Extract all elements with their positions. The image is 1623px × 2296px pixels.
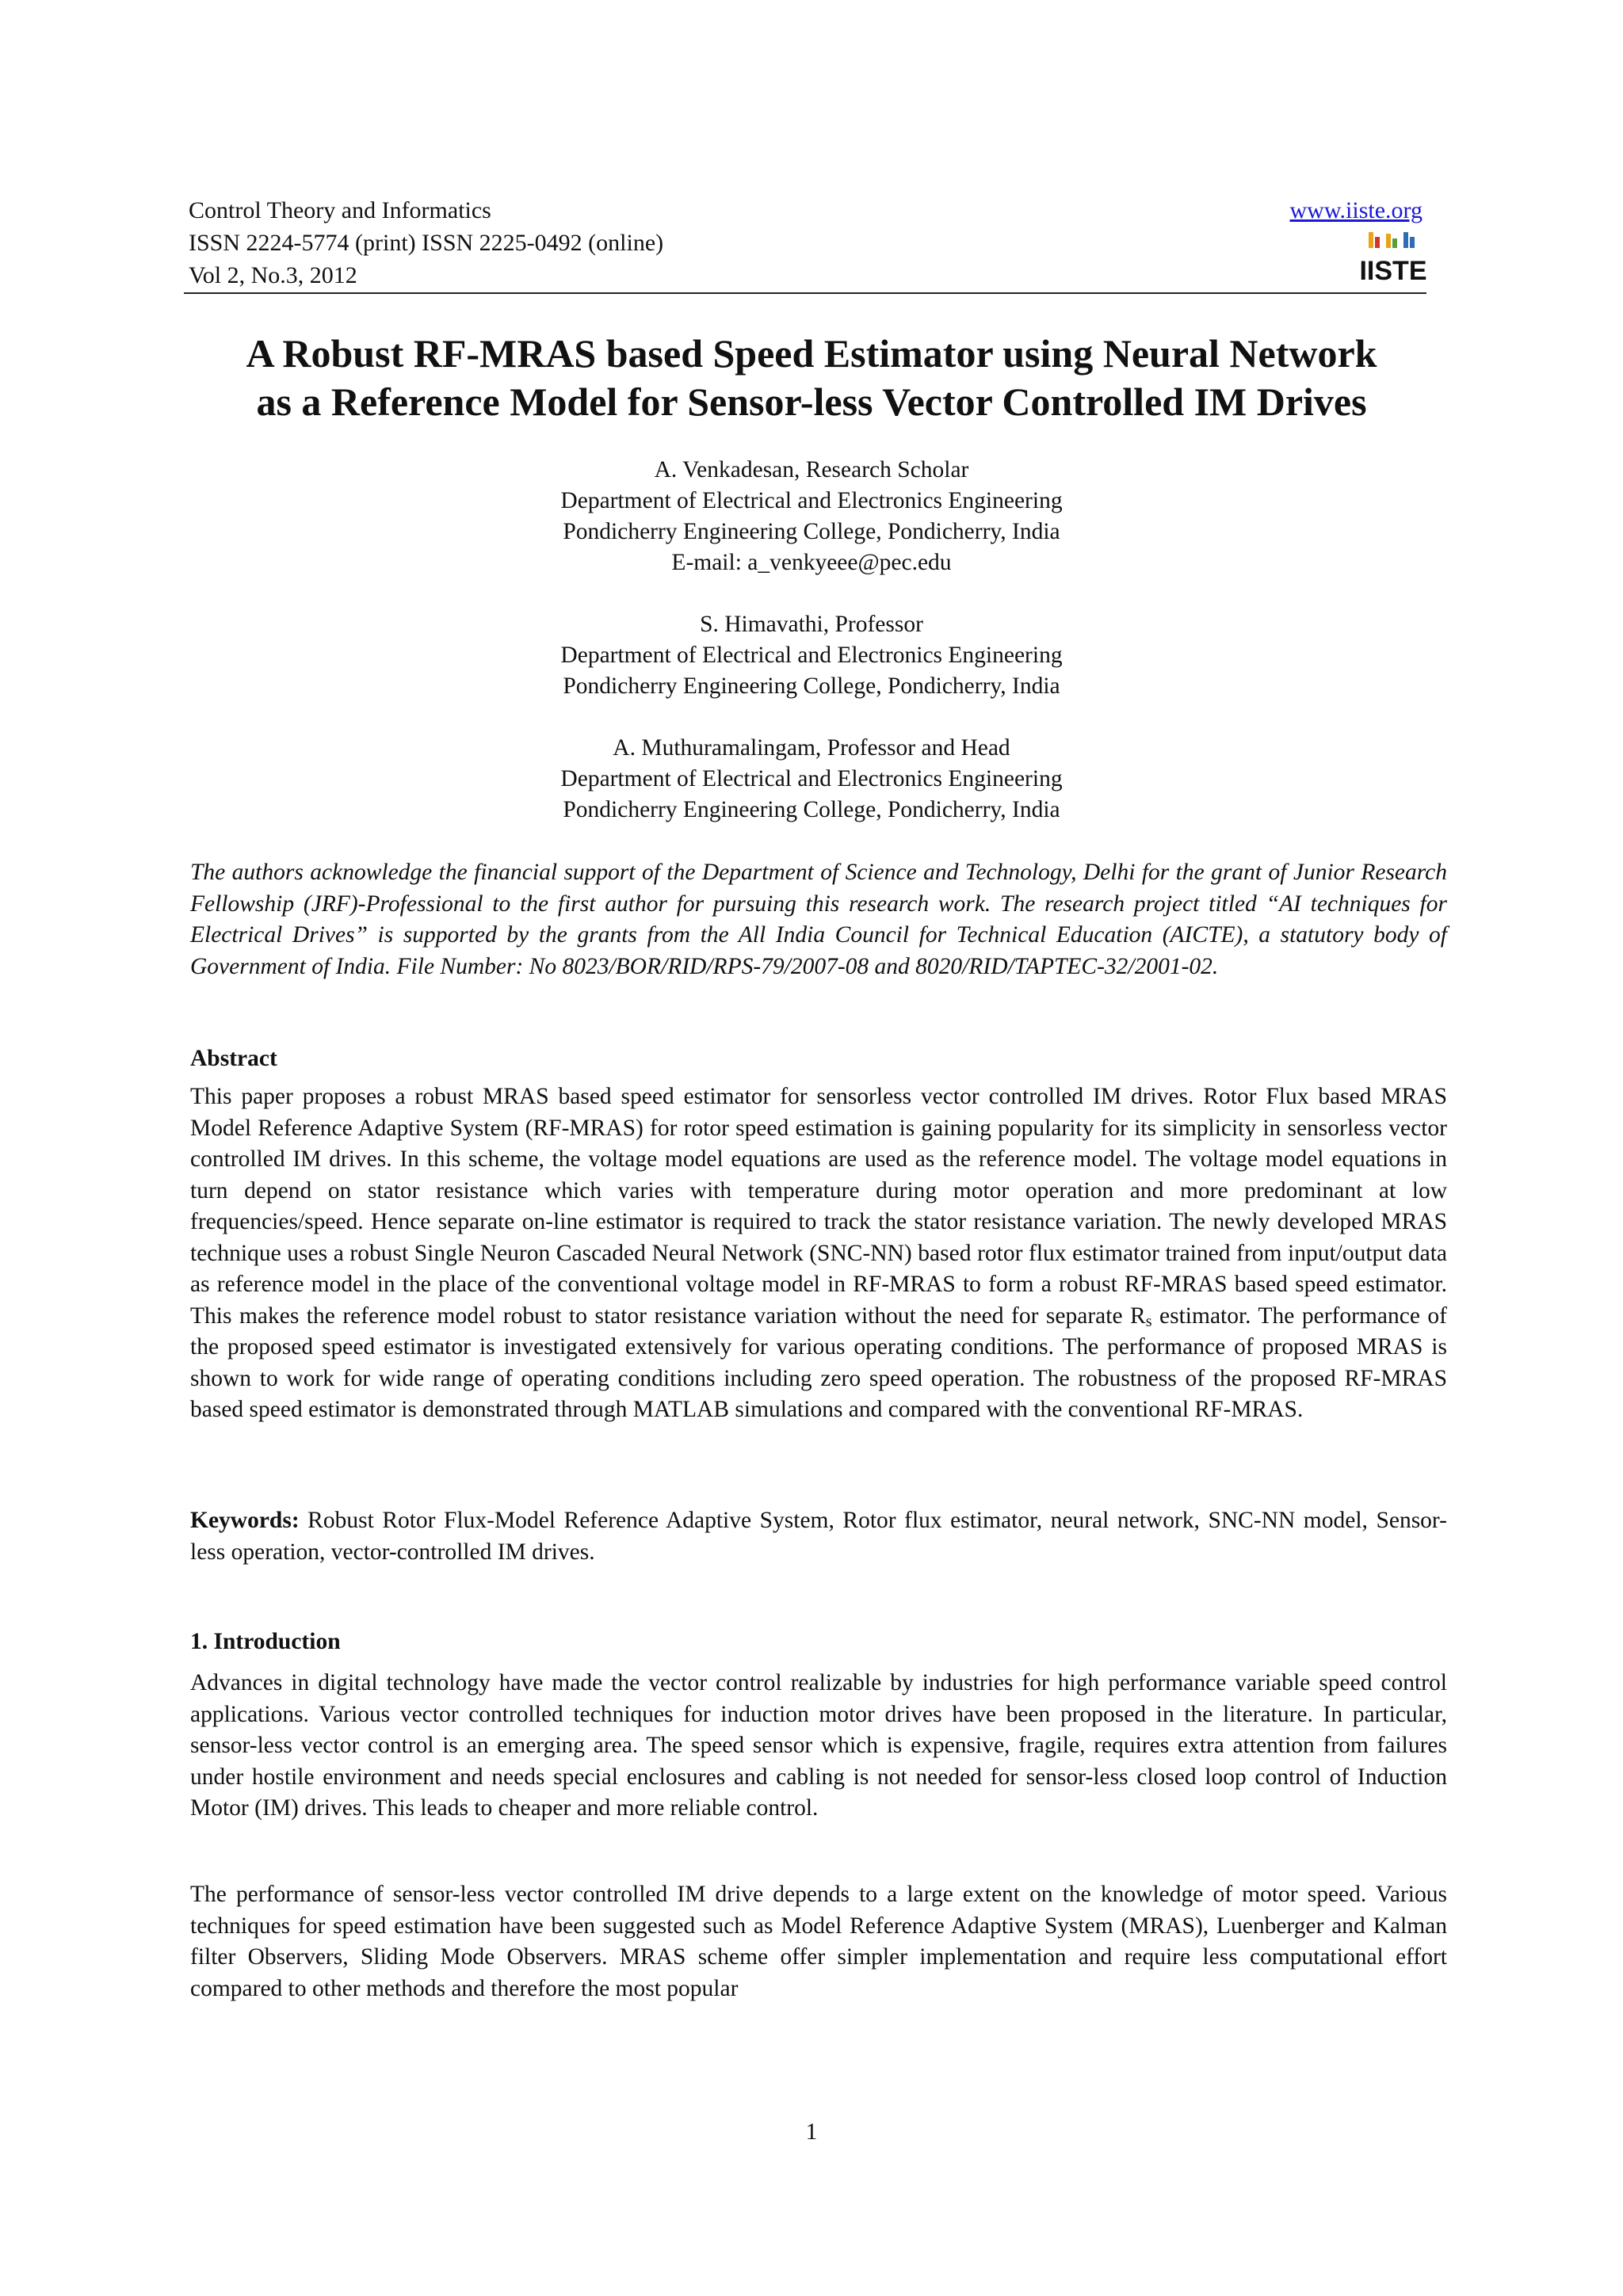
author-name: S. Himavathi, Professor <box>700 612 923 637</box>
keywords <box>190 1505 1447 1568</box>
introduction-paragraph-2: The performance of sensor-less vector controlled IM drive depends to a large extent on the knowledge of motor speed. Various techniques for speed estimation have been suggested such as Model Reference Adaptive System (MRAS), Luenberger and Kalman filter Observers, Sliding Mode Observers. MRAS scheme offer simpler implementation and require less computational effort compared to other methods and therefore the most popular <box>190 1882 1447 2001</box>
title-line-1: A Robust RF-MRAS based Speed Estimator using Neural Network <box>246 331 1377 376</box>
keywords-text: Robust Rotor Flux-Model Reference Adaptive System, Rotor flux estimator, neural network, SNC-NN model, Sensor-less operation, vector-controlled IM drives. <box>190 1508 1447 1565</box>
author-institution: Pondicherry Engineering College, Pondicherry, India <box>563 519 1060 544</box>
header-divider <box>184 292 1426 294</box>
journal-name: Control Theory and Informatics <box>189 197 491 223</box>
abstract-text-part-1: This paper proposes a robust MRAS based speed estimator for sensorless vector controlled IM drives. Rotor Flux based MRAS Model Reference Adaptive System (RF-MRAS) for rotor speed estimation is gaining popularity for its simplicity in sensorless vector controlled IM drives. In this scheme, the voltage model equations are used as the reference model. The voltage model equations in turn depend on stator resistance which varies with temperature during motor operation and more predominant at low frequencies/speed. Hence separate on-line estimator is required to track the stator resistance variation. The newly developed MRAS technique uses a robust Single Neuron Cascaded Neural Network (SNC-NN) based rotor flux estimator trained from input/output data as reference model in the place of the conventional voltage model in RF-MRAS to form a robust RF-MRAS based speed estimator. This makes the reference model robust to stator resistance variation without the need for separate R <box>190 1084 1447 1329</box>
author-department: Department of Electrical and Electronics Engineering <box>560 766 1063 791</box>
abstract-text <box>190 1081 1447 1426</box>
journal-url-link[interactable]: www.iiste.org <box>1289 197 1423 223</box>
introduction-heading: 1. Introduction <box>190 1629 341 1654</box>
svg-text:IISTE: IISTE <box>1359 256 1427 286</box>
author-department: Department of Electrical and Electronics Engineering <box>560 488 1063 513</box>
author-institution: Pondicherry Engineering College, Pondicherry, India <box>563 673 1060 699</box>
author-institution: Pondicherry Engineering College, Pondicherry, India <box>563 797 1060 822</box>
abstract-heading: Abstract <box>190 1046 277 1071</box>
introduction-paragraph-1: Advances in digital technology have made the vector control realizable by industries for high performance variable speed control applications. Various vector controlled techniques for induction motor drives have been proposed in the literature. In particular, sensor-less vector control is an emerging area. The speed sensor which is expensive, fragile, requires extra attention from failures under hostile environment and needs special enclosures and cabling is not needed for sensor-less closed loop control of Induction Motor (IM) drives. This leads to cheaper and more reliable control. <box>190 1670 1447 1821</box>
author-list <box>238 455 1385 856</box>
iiste-logo <box>1359 231 1427 286</box>
page-number: 1 <box>805 2119 818 2145</box>
abstract-subscript: s <box>1145 1312 1152 1330</box>
journal-info <box>189 194 663 292</box>
paper-title <box>119 330 1504 426</box>
author-department: Department of Electrical and Electronics Engineering <box>560 643 1063 668</box>
journal-volume: Vol 2, No.3, 2012 <box>189 262 357 288</box>
journal-header <box>189 194 1427 289</box>
title-line-2: as a Reference Model for Sensor-less Vector Controlled IM Drives <box>256 379 1367 424</box>
author-block <box>238 455 1385 578</box>
keywords-label: Keywords: <box>190 1508 300 1533</box>
author-block <box>238 733 1385 826</box>
author-name: A. Venkadesan, Research Scholar <box>654 457 969 482</box>
abstract-text-part-2: estimator. The performance of the proposed speed estimator is investigated extensively for various operating conditions. The performance of proposed MRAS is shown to work for wide range of operating conditions including zero speed operation. The robustness of the proposed RF-MRAS based speed estimator is demonstrated through MATLAB simulations and compared with the conventional RF-MRAS. <box>190 1302 1447 1422</box>
author-email: E-mail: a_venkyeee@pec.edu <box>671 550 952 575</box>
acknowledgement: The authors acknowledge the financial support of the Department of Science and Technology, Delhi for the grant of Junior Research Fellowship (JRF)-Professional to the first author for pursuing this research work. The research project titled “AI techniques for Electrical Drives” is supported by the grants from the All India Council for Technical Education (AICTE), a statutory body of Government of India. File Number: No 8023/BOR/RID/RPS-79/2007-08 and 8020/RID/TAPTEC-32/2001-02. <box>190 860 1447 979</box>
author-block <box>238 609 1385 702</box>
author-name: A. Muthuramalingam, Professor and Head <box>613 735 1010 761</box>
journal-issn: ISSN 2224-5774 (print) ISSN 2225-0492 (online) <box>189 230 664 256</box>
